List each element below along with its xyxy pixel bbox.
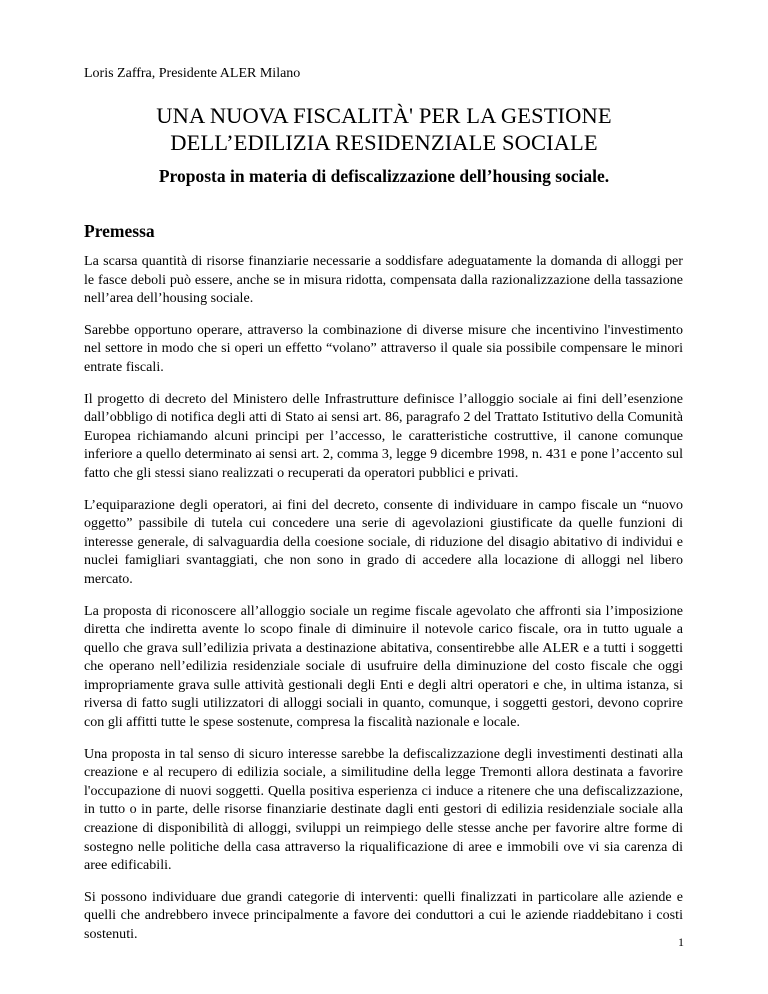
author-line: Loris Zaffra, Presidente ALER Milano: [84, 66, 301, 81]
document-title: [84, 102, 684, 156]
section-heading-premessa: Premessa: [84, 221, 155, 241]
document-subtitle: Proposta in materia di defiscalizzazione dell’housing sociale.: [158, 166, 610, 186]
paragraph-1: La scarsa quantità di risorse finanziarie necessarie a soddisfare adeguatamente la domanda di alloggi per le fasce deboli può essere, anche se in misura ridotta, compensata dalla razionalizzazione della tassazione nell’area dell’housing sociale.: [84, 254, 683, 307]
paragraph-7: Si possono individuare due grandi categorie di interventi: quelli finalizzati in particolare alle aziende e quelli che andrebbero invece principalmente a favore dei conduttori a cui le aziende riaddebitano i costi sostenuti.: [84, 889, 683, 942]
paragraph-2: Sarebbe opportuno operare, attraverso la combinazione di diverse misure che incentivino l'investimento nel settore in modo che si operi un effetto “volano” attraverso il quale sia possibile compensare le minori entrate fiscali.: [84, 322, 683, 375]
body-text: [84, 253, 683, 958]
paragraph-6: Una proposta in tal senso di sicuro interesse sarebbe la defiscalizzazione degli investimenti destinati alla creazione e al recupero di edilizia sociale, a similitudine della legge Tremonti allora destinata a favorire l'occupazione di nuovi soggetti. Quella positiva esperienza ci induce a ritenere che una defiscalizzazione, in tutto o in parte, delle risorse finanziarie destinate dagli enti gestori di edilizia residenziale sociale alla creazione di disponibilità di alloggi, sviluppi un reimpiego delle stesse anche per favorire altre forme di sostegno nelle politiche della casa attraverso la riqualificazione di aree e immobili ove vi sia carenza di aree edificabili.: [84, 746, 683, 874]
paragraph-3: Il progetto di decreto del Ministero delle Infrastrutture definisce l’alloggio sociale ai fini dell’esenzione dall’obbligo di notifica degli atti di Stato ai sensi art. 86, paragrafo 2 del Trattato Istitutivo della Comunità Europea richiamando alcuni principi per l’accesso, le caratteristiche costruttive, il canone comunque inferiore a quello determinato ai sensi art. 2, comma 3, legge 9 dicembre 1998, n. 431 e pone l’accento sul fatto che gli stessi siano realizzati o recuperati da operatori pubblici e privati.: [84, 391, 683, 481]
title-line-1: UNA NUOVA FISCALITÀ' PER LA GESTIONE: [156, 103, 612, 128]
title-line-2: DELL’EDILIZIA RESIDENZIALE SOCIALE: [170, 130, 598, 155]
paragraph-4: L’equiparazione degli operatori, ai fini del decreto, consente di individuare in campo fiscale un “nuovo oggetto” passibile di tutela cui concedere una serie di agevolazioni giustificate da quelle funzioni di interesse generale, di salvaguardia della coesione sociale, di riduzione del disagio abitativo di individui e nuclei famigliari svantaggiati, che non sono in grado di accedere alla locazione di alloggi nel libero mercato.: [84, 497, 683, 587]
paragraph-5: La proposta di riconoscere all’alloggio sociale un regime fiscale agevolato che affronti sia l’imposizione diretta che indiretta avente lo scopo finale di diminuire il notevole carico fiscale, ora in tutto uguale a quello che grava sull’edilizia privata a destinazione abitativa, consentirebbe alle ALER e a tutti i soggetti che operano nell’edilizia residenziale sociale di usufruire della diminuzione del costo fiscale che oggi impropriamente grava sulle attività gestionali degli Enti e degli altri operatori e che, in ultima istanza, si riversa di fatto sugli utilizzatori di alloggi sociali in quanto, comunque, i soggetti gestori, devono coprire con gli affitti tutte le spese sostenute, compresa la fiscalità nazionale e locale.: [84, 603, 683, 731]
page-number: 1: [678, 935, 684, 949]
